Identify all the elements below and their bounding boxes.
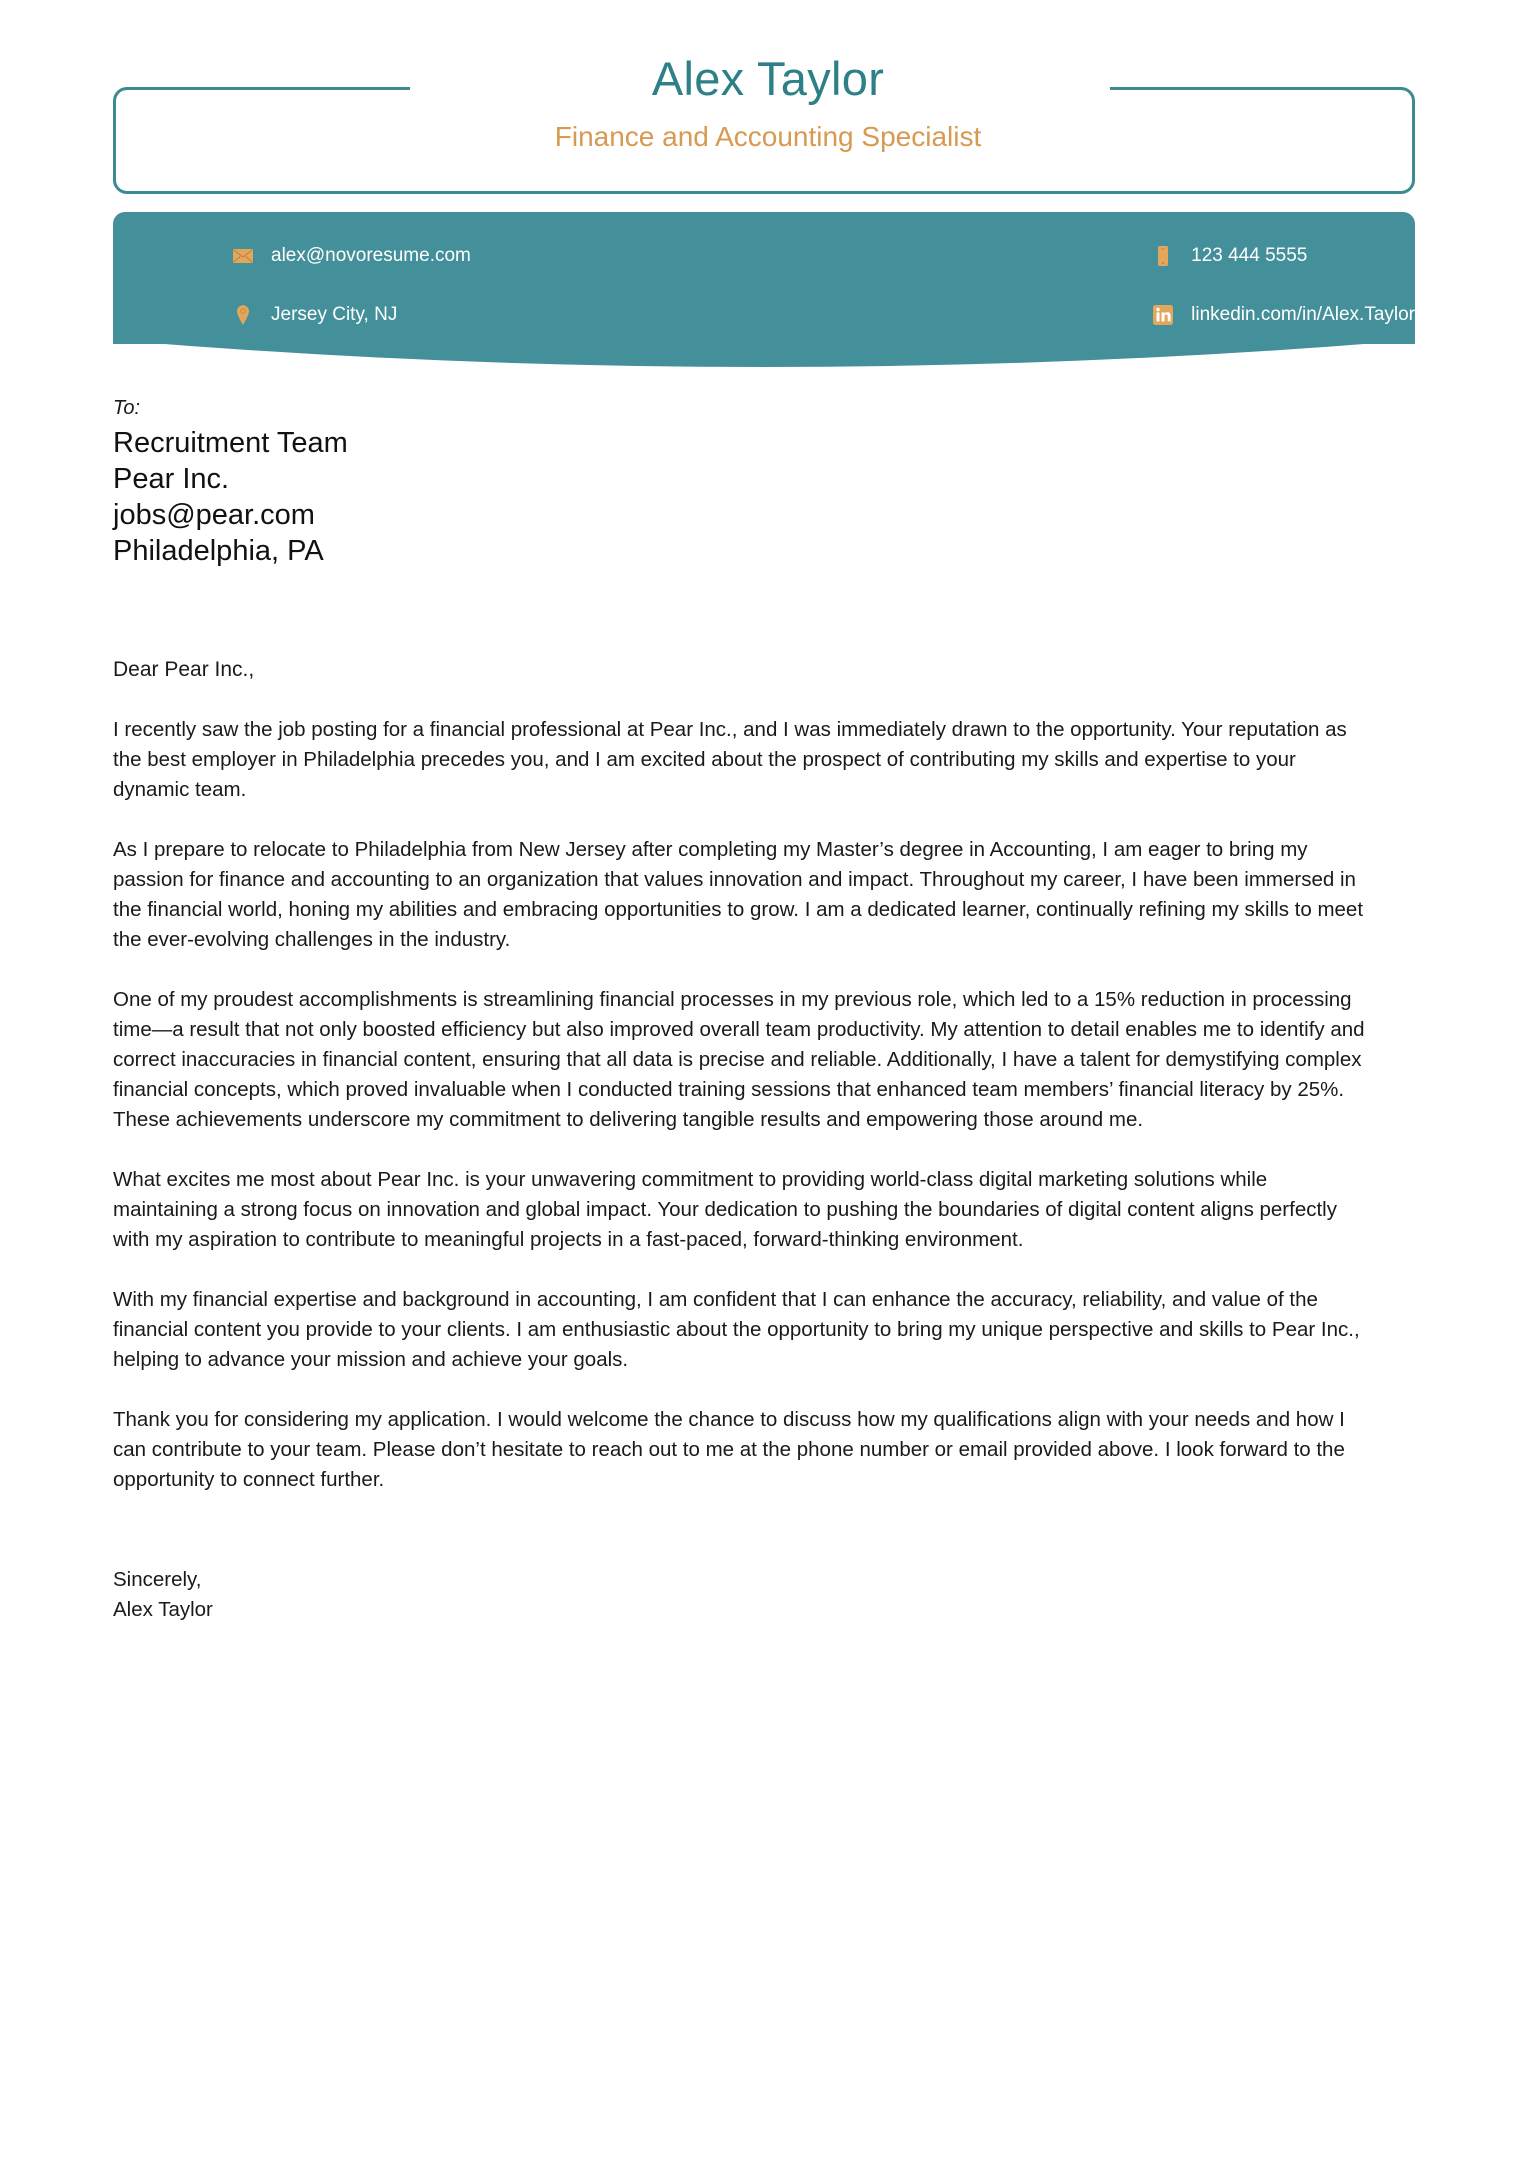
letter-paragraph: Thank you for considering my application. I would welcome the chance to discuss how my qualifications align with your needs and how I can contribute to your team. Please don’t hesitate to reach out to me at the phone number or email provided above. I look forward to the opportunity to connect further. xyxy=(113,1408,1345,1491)
letter-paragraph: As I prepare to relocate to Philadelphia from New Jersey after completing my Master’s degree in Accounting, I am eager to bring my passion for finance and accounting to an organization that values innovation and impact. Throughout my career, I have been immersed in the financial world, honing my abilities and embracing opportunities to grow. I am a dedicated learner, continually refining my skills to meet the ever-evolving challenges in the industry. xyxy=(113,838,1364,951)
contact-item-phone[interactable] xyxy=(471,244,1415,268)
professional-title: Finance and Accounting Specialist xyxy=(554,121,982,152)
letter-paragraph: With my financial expertise and background in accounting, I am confident that I can enhance the accuracy, reliability, and value of the financial content you provide to your clients. I am enthusiastic about the opportunity to bring my unique perspective and skills to Pear Inc., helping to advance your mission and achieve your goals. xyxy=(113,1288,1360,1371)
contact-phone-text: 123 444 5555 xyxy=(1191,244,1308,266)
to-label: To: xyxy=(113,397,141,419)
recipient-line: Pear Inc. xyxy=(113,463,230,495)
contact-item-linkedin[interactable] xyxy=(471,303,1415,327)
recipient-line: Recruitment Team xyxy=(113,427,348,459)
envelope-icon xyxy=(231,244,255,268)
closing-block xyxy=(113,1565,1423,1625)
phone-icon xyxy=(1151,244,1175,268)
linkedin-icon xyxy=(1151,303,1175,327)
contact-band-bottom-curve xyxy=(113,336,1415,380)
contact-grid xyxy=(113,212,1415,344)
letter-paragraph: One of my proudest accomplishments is streamlining financial processes in my previous role, which led to a 15% reduction in processing time—a result that not only boosted efficiency but also improved overall team productivity. My attention to detail enables me to identify and correct inaccuracies in financial content, ensuring that all data is precise and reliable. Additionally, I have a talent for demystifying complex financial concepts, which proved invaluable when I conducted training sessions that enhanced team members’ financial literacy by 25%. These achievements underscore my commitment to delivering tangible results and empowering those around me. xyxy=(113,988,1365,1131)
contact-band xyxy=(113,212,1415,344)
location-pin-icon xyxy=(231,303,255,327)
closing-salutation: Sincerely, xyxy=(113,1568,202,1591)
page-title: Alex Taylor xyxy=(651,52,885,105)
contact-email-text: alex@novoresume.com xyxy=(271,244,471,266)
salutation: Dear Pear Inc., xyxy=(113,658,255,681)
recipient-line: Philadelphia, PA xyxy=(113,535,324,567)
signature-name: Alex Taylor xyxy=(113,1598,213,1621)
letter-paragraph: What excites me most about Pear Inc. is your unwavering commitment to providing world-class digital marketing solutions while maintaining a strong focus on innovation and global impact. Your dedication to pushing the boundaries of digital content aligns perfectly with my aspiration to contribute to meaningful projects in a fast-paced, forward-thinking environment. xyxy=(113,1168,1337,1251)
letter-body xyxy=(113,395,1423,1625)
contact-item-email[interactable] xyxy=(113,244,471,268)
letter-paragraph: I recently saw the job posting for a financial professional at Pear Inc., and I was immediately drawn to the opportunity. Your reputation as the best employer in Philadelphia precedes you, and I am excited about the prospect of contributing my skills and expertise to your dynamic team. xyxy=(113,718,1347,801)
contact-linkedin-text: linkedin.com/in/Alex.Taylor xyxy=(1191,303,1415,325)
contact-location-text: Jersey City, NJ xyxy=(271,303,398,325)
recipient-line: jobs@pear.com xyxy=(113,499,315,531)
letter-header xyxy=(0,0,1536,380)
recipient-block xyxy=(113,425,1423,569)
contact-item-location[interactable] xyxy=(113,303,471,327)
